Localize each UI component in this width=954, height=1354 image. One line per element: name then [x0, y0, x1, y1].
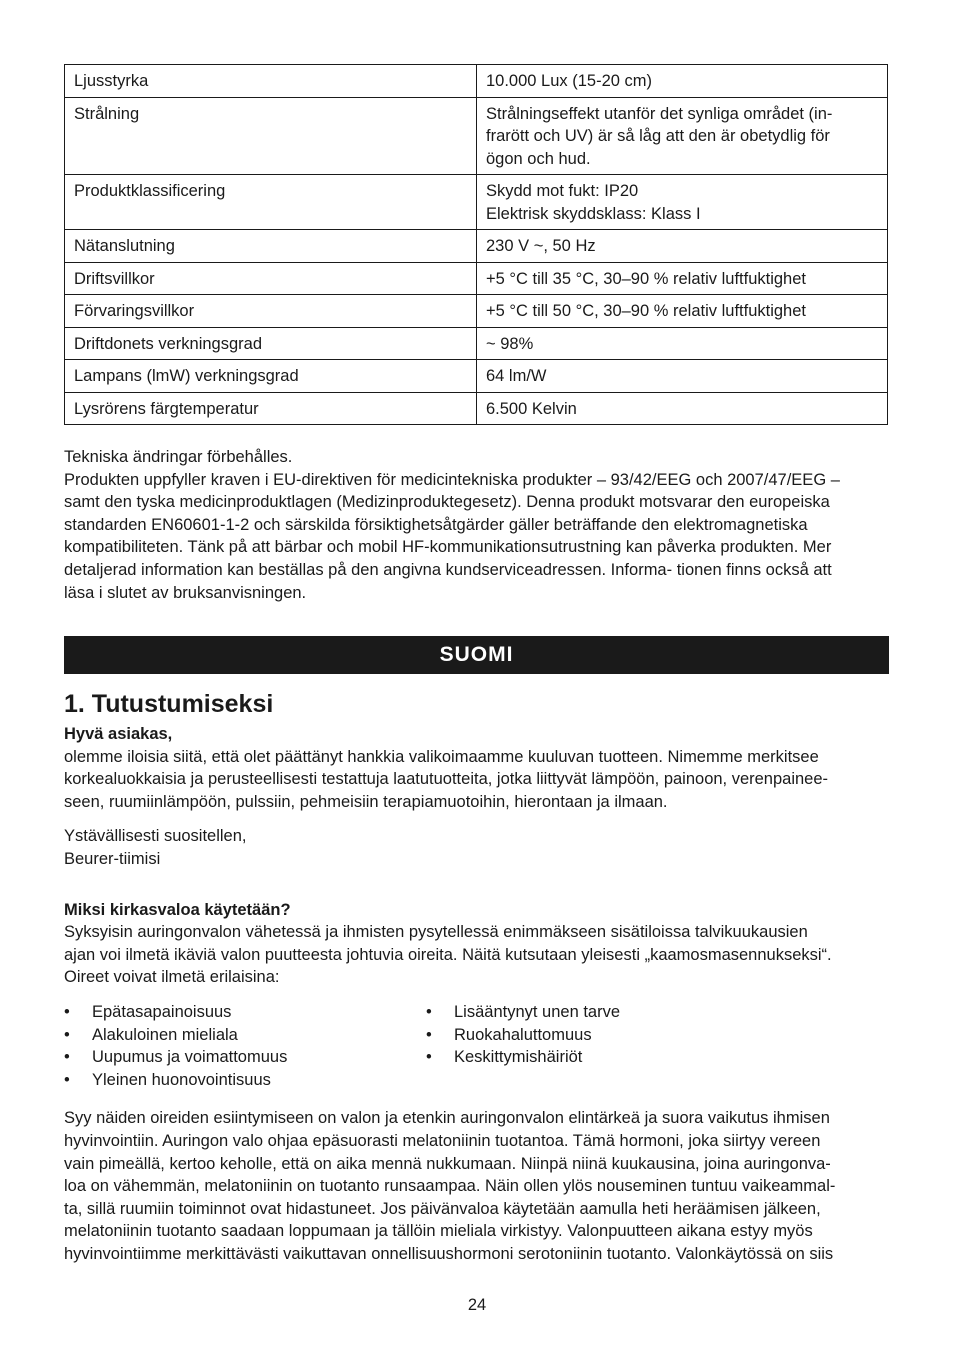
bullet-icon: •	[64, 1025, 70, 1044]
spec-value-line: frarött och UV) är så låg att den är obetydlig för	[486, 127, 830, 145]
spec-value	[477, 97, 888, 175]
closing-line: Ystävällisesti suositellen,	[64, 827, 247, 846]
finnish-section	[64, 688, 889, 1265]
notes-line: kompatibiliteten. Tänk på att bärbar och mobil HF-kommunikationsutrustning kan påverka produkten. Mer	[64, 538, 832, 557]
body-line: ta, sillä ruumiin toiminnot ovat hidastuneet. Jos päivänvaloa käytetään aamulla heti heräämisen jälkeen,	[64, 1199, 821, 1218]
bullet-icon: •	[426, 1025, 432, 1044]
spec-key: Driftdonets verkningsgrad	[65, 327, 477, 360]
page	[64, 64, 889, 1263]
bullet-icon: •	[426, 1048, 432, 1067]
notes-line: Produkten uppfyller kraven i EU-direktiven för medicintekniska produkter – 93/42/EEG och 2007/47/EEG –	[64, 470, 840, 489]
bullet-icon: •	[64, 1002, 70, 1021]
symptom-item	[64, 1001, 426, 1024]
spec-row	[65, 175, 888, 230]
body-line: Syy näiden oireiden esiintymiseen on valon ja etenkin auringonvalon elintärkeä ja suora vaikutus ihmisen	[64, 1109, 830, 1128]
spec-value-line: Strålningseffekt utanför det synliga området (in-	[486, 104, 833, 123]
spec-row	[65, 230, 888, 263]
intro-line: seen, ruumiinlämpöön, pulssiin, pehmeisiin terapiamuotoihin, hierontaan ja ilmaan.	[64, 792, 668, 811]
spec-value	[477, 175, 888, 230]
body-line: loa on vähemmän, melatoniinin on tuotanto runsaampaa. Näin ollen ylös nouseminen tuntuu vaikeammal-	[64, 1177, 836, 1196]
spec-value-line: +5 °C till 50 °C, 30–90 % relativ luftfuktighet	[486, 302, 806, 320]
symptom-label: Yleinen huonovointisuus	[92, 1070, 271, 1089]
spec-row	[65, 295, 888, 328]
spec-value-line: 230 V ~, 50 Hz	[486, 237, 596, 255]
subheading: Miksi kirkasvaloa käytetään?	[64, 900, 291, 919]
spec-value	[477, 360, 888, 393]
spec-row	[65, 97, 888, 175]
body-line: melatoniinin tuotanto saadaan loppumaan ja tällöin mieliala virkistyy. Valonpuutteen aikana estyy myös	[64, 1222, 813, 1241]
page-number: 24	[467, 1296, 487, 1314]
symptom-item	[426, 1024, 788, 1047]
spec-key: Lysrörens färgtemperatur	[65, 392, 477, 425]
body-line: vain pimeällä, kertoo keholle, että on aika mennä nukkumaan. Niinpä niinä kuukausina, joina auringonva-	[64, 1154, 831, 1173]
symptom-item	[426, 1046, 788, 1069]
spec-value-line: 64 lm/W	[486, 367, 547, 385]
notes-line: Tekniska ändringar förbehålles.	[64, 448, 293, 466]
symptom-list-left	[64, 1001, 426, 1091]
bullet-icon: •	[64, 1070, 70, 1089]
spec-key: Produktklassificering	[65, 175, 477, 230]
language-section-bar: SUOMI	[64, 636, 889, 674]
symptom-list	[64, 1001, 889, 1091]
intro-line: korkealuokkaisia ja perusteellisesti testattuja laatutuotteita, jotka liittyvät lämpöön, painoon, verenpainee-	[64, 770, 829, 789]
spec-value-line: Elektrisk skyddsklass: Klass I	[486, 204, 701, 223]
spec-row	[65, 65, 888, 98]
closing-line: Beurer-tiimisi	[64, 849, 161, 868]
spec-value	[477, 230, 888, 263]
intro-line: olemme iloisia siitä, että olet päättänyt hankkia valikoimaamme kuuluvan tuotteen. Nimemme merkitsee	[64, 747, 819, 766]
symptom-label: Keskittymishäiriöt	[454, 1048, 583, 1067]
spec-key: Lampans (lmW) verkningsgrad	[65, 360, 477, 393]
symptom-label: Alakuloinen mieliala	[92, 1025, 238, 1044]
spec-value	[477, 392, 888, 425]
spec-row	[65, 262, 888, 295]
symptom-item	[426, 1001, 788, 1024]
symptom-item	[64, 1024, 426, 1047]
bullet-icon: •	[426, 1002, 432, 1021]
section-heading: 1. Tutustumiseksi	[64, 690, 274, 718]
specs-table	[64, 64, 888, 425]
spec-value	[477, 327, 888, 360]
symptom-label: Epätasapainoisuus	[92, 1002, 232, 1021]
why-line: Oireet voivat ilmetä erilaisina:	[64, 968, 280, 987]
spec-value-line: 10.000 Lux (15-20 cm)	[486, 72, 653, 90]
spec-value	[477, 295, 888, 328]
spec-key: Driftsvillkor	[65, 262, 477, 295]
spec-key: Ljusstyrka	[65, 65, 477, 98]
body-line: hyvinvointiimme merkittävästi vaikuttavan onnellisuushormoni serotoniinin tuotanto. Valonkäytössä on siis	[64, 1244, 834, 1263]
symptom-label: Lisääntynyt unen tarve	[454, 1002, 621, 1021]
spec-row	[65, 360, 888, 393]
notes-line: läsa i slutet av bruksanvisningen.	[64, 583, 307, 602]
spec-row	[65, 392, 888, 425]
spec-row	[65, 327, 888, 360]
spec-value-line: 6.500 Kelvin	[486, 399, 577, 418]
notes-line: standarden EN60601-1-2 och särskilda försiktighetsåtgärder gäller beträffande den elektromagnetiska	[64, 515, 808, 534]
spec-key: Förvaringsvillkor	[65, 295, 477, 328]
spec-value-line: +5 °C till 35 °C, 30–90 % relativ luftfuktighet	[486, 269, 806, 288]
spec-key: Strålning	[65, 97, 477, 175]
why-line: ajan voi ilmetä ikäviä valon puutteesta johtuvia oireita. Näitä kutsutaan yleisesti „kaamosmasennukseksi“.	[64, 945, 832, 964]
bullet-icon: •	[64, 1048, 70, 1067]
symptom-list-right	[426, 1001, 788, 1091]
symptom-label: Uupumus ja voimattomuus	[92, 1048, 288, 1067]
spec-value-line: ~ 98%	[486, 334, 534, 353]
why-line: Syksyisin auringonvalon vähetessä ja ihmisten pysytellessä enimmäkseen sisätiloissa talvikuukausien	[64, 923, 808, 942]
symptom-item	[64, 1046, 426, 1069]
spec-value-line: Skydd mot fukt: IP20	[486, 182, 639, 200]
body-line: hyvinvointiin. Auringon valo ohjaa epäsuorasti melatoniinin tuotantoa. Tämä hormoni, joka siirtyy vereen	[64, 1131, 821, 1150]
symptom-label: Ruokahaluttomuus	[454, 1025, 592, 1044]
spec-value	[477, 262, 888, 295]
notes-line: samt den tyska medicinproduktlagen (Medizinproduktegesetz). Denna produkt motsvarar den europeiska	[64, 493, 830, 512]
spec-value-line: ögon och hud.	[486, 149, 591, 168]
symptom-item	[64, 1069, 426, 1092]
greeting: Hyvä asiakas,	[64, 725, 173, 743]
technical-notes	[64, 446, 889, 604]
notes-line: detaljerad information kan beställas på den angivna kundserviceadressen. Informa- tionen finns också att	[64, 560, 832, 579]
spec-key: Nätanslutning	[65, 230, 477, 263]
spec-value	[477, 65, 888, 98]
